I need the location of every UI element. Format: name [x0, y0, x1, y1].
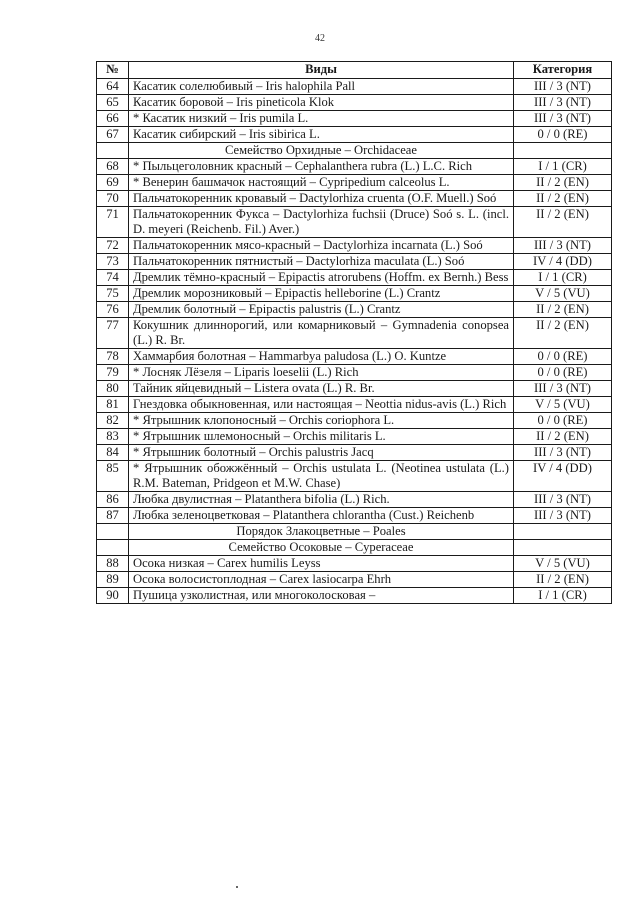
category-value: III / 3 (NT) — [514, 508, 612, 524]
category-value: II / 2 (EN) — [514, 429, 612, 445]
section-number-cell — [97, 143, 129, 159]
category-value: III / 3 (NT) — [514, 79, 612, 95]
section-row — [97, 143, 612, 159]
table-row — [97, 79, 612, 95]
category-value: 0 / 0 (RE) — [514, 413, 612, 429]
category-value: II / 2 (EN) — [514, 175, 612, 191]
category-value: II / 2 (EN) — [514, 318, 612, 349]
species-name: Пальчатокоренник Фукса – Dactylorhiza fuchsii (Druce) Soó s. L. (incl. D. meyeri (Reichenb. Fil.) Aver.) — [129, 207, 514, 238]
species-name: Осока волосистоплодная – Carex lasiocarpa Ehrh — [129, 572, 514, 588]
species-name: Касатик солелюбивый – Iris halophila Pall — [129, 79, 514, 95]
category-value: V / 5 (VU) — [514, 397, 612, 413]
table-row — [97, 349, 612, 365]
section-title: Порядок Злакоцветные – Poales — [129, 524, 514, 540]
table-row — [97, 111, 612, 127]
species-name: Любка зеленоцветковая – Platanthera chlorantha (Cust.) Reichenb — [129, 508, 514, 524]
category-value: III / 3 (NT) — [514, 445, 612, 461]
species-name: * Ятрышник болотный – Orchis palustris Jacq — [129, 445, 514, 461]
species-name: Пушица узколистная, или многоколосковая – — [129, 588, 514, 604]
table-row — [97, 572, 612, 588]
section-number-cell — [97, 540, 129, 556]
table-body — [97, 79, 612, 604]
table-row — [97, 191, 612, 207]
row-number: 80 — [97, 381, 129, 397]
category-value: V / 5 (VU) — [514, 286, 612, 302]
table-row — [97, 508, 612, 524]
species-name: Кокушник длиннорогий, или комарниковый – Gymnadenia conopsea (L.) R. Br. — [129, 318, 514, 349]
species-name: Любка двулистная – Platanthera bifolia (L.) Rich. — [129, 492, 514, 508]
species-name: Дремлик тёмно-красный – Epipactis atrorubens (Hoffm. ex Bernh.) Bess — [129, 270, 514, 286]
category-value: II / 2 (EN) — [514, 191, 612, 207]
section-category-cell — [514, 540, 612, 556]
table-row — [97, 207, 612, 238]
section-category-cell — [514, 143, 612, 159]
table-row — [97, 429, 612, 445]
category-value: III / 3 (NT) — [514, 238, 612, 254]
row-number: 65 — [97, 95, 129, 111]
category-value: I / 1 (CR) — [514, 159, 612, 175]
category-value: V / 5 (VU) — [514, 556, 612, 572]
row-number: 83 — [97, 429, 129, 445]
species-table — [96, 61, 612, 604]
section-title: Семейство Орхидные – Orchidaceae — [129, 143, 514, 159]
table-row — [97, 413, 612, 429]
species-name: * Лосняк Лёзеля – Liparis loeselii (L.) Rich — [129, 365, 514, 381]
species-name: * Ятрышник клопоносный – Orchis coriophora L. — [129, 413, 514, 429]
header-category: Категория — [514, 62, 612, 79]
row-number: 84 — [97, 445, 129, 461]
row-number: 64 — [97, 79, 129, 95]
section-row — [97, 540, 612, 556]
table-header-row — [97, 62, 612, 79]
page-number: 42 — [315, 33, 325, 44]
category-value: I / 1 (CR) — [514, 270, 612, 286]
species-name: Касатик боровой – Iris pineticola Klok — [129, 95, 514, 111]
row-number: 75 — [97, 286, 129, 302]
row-number: 71 — [97, 207, 129, 238]
table-row — [97, 492, 612, 508]
category-value: III / 3 (NT) — [514, 492, 612, 508]
category-value: III / 3 (NT) — [514, 111, 612, 127]
category-value: IV / 4 (DD) — [514, 461, 612, 492]
category-value: 0 / 0 (RE) — [514, 349, 612, 365]
species-name: * Ятрышник обожжённый – Orchis ustulata L. (Neotinea ustulata (L.) R.M. Bateman, Pridgeon et M.W. Chase) — [129, 461, 514, 492]
table-row — [97, 238, 612, 254]
table-row — [97, 445, 612, 461]
row-number: 76 — [97, 302, 129, 318]
category-value: II / 2 (EN) — [514, 207, 612, 238]
table-row — [97, 254, 612, 270]
table-row — [97, 556, 612, 572]
row-number: 68 — [97, 159, 129, 175]
table-row — [97, 175, 612, 191]
row-number: 73 — [97, 254, 129, 270]
scan-speck — [236, 886, 238, 888]
category-value: II / 2 (EN) — [514, 302, 612, 318]
table-row — [97, 588, 612, 604]
section-number-cell — [97, 524, 129, 540]
species-name: Пальчатокоренник пятнистый – Dactylorhiza maculata (L.) Soó — [129, 254, 514, 270]
species-name: * Ятрышник шлемоносный – Orchis militaris L. — [129, 429, 514, 445]
row-number: 78 — [97, 349, 129, 365]
row-number: 81 — [97, 397, 129, 413]
row-number: 70 — [97, 191, 129, 207]
species-name: * Пыльцеголовник красный – Cephalanthera rubra (L.) L.C. Rich — [129, 159, 514, 175]
row-number: 82 — [97, 413, 129, 429]
row-number: 79 — [97, 365, 129, 381]
row-number: 77 — [97, 318, 129, 349]
category-value: 0 / 0 (RE) — [514, 365, 612, 381]
section-row — [97, 524, 612, 540]
row-number: 86 — [97, 492, 129, 508]
row-number: 89 — [97, 572, 129, 588]
row-number: 90 — [97, 588, 129, 604]
species-name: Дремлик морозниковый – Epipactis helleborine (L.) Crantz — [129, 286, 514, 302]
category-value: I / 1 (CR) — [514, 588, 612, 604]
species-name: * Венерин башмачок настоящий – Cypripedium calceolus L. — [129, 175, 514, 191]
category-value: III / 3 (NT) — [514, 95, 612, 111]
section-category-cell — [514, 524, 612, 540]
species-name: Осока низкая – Carex humilis Leyss — [129, 556, 514, 572]
table-row — [97, 270, 612, 286]
section-title: Семейство Осоковые – Cyperaceae — [129, 540, 514, 556]
table-row — [97, 461, 612, 492]
table-row — [97, 318, 612, 349]
species-name: Хаммарбия болотная – Hammarbya paludosa (L.) O. Kuntze — [129, 349, 514, 365]
row-number: 69 — [97, 175, 129, 191]
table-row — [97, 127, 612, 143]
header-species: Виды — [129, 62, 514, 79]
species-name: Тайник яйцевидный – Listera ovata (L.) R. Br. — [129, 381, 514, 397]
species-name: Гнездовка обыкновенная, или настоящая – Neottia nidus-avis (L.) Rich — [129, 397, 514, 413]
species-name: Пальчатокоренник кровавый – Dactylorhiza cruenta (O.F. Muell.) Soó — [129, 191, 514, 207]
table-row — [97, 365, 612, 381]
row-number: 88 — [97, 556, 129, 572]
table-row — [97, 302, 612, 318]
table-row — [97, 95, 612, 111]
row-number: 66 — [97, 111, 129, 127]
species-name: Касатик сибирский – Iris sibirica L. — [129, 127, 514, 143]
table-row — [97, 397, 612, 413]
table-row — [97, 286, 612, 302]
category-value: II / 2 (EN) — [514, 572, 612, 588]
row-number: 87 — [97, 508, 129, 524]
row-number: 74 — [97, 270, 129, 286]
row-number: 85 — [97, 461, 129, 492]
row-number: 72 — [97, 238, 129, 254]
row-number: 67 — [97, 127, 129, 143]
header-number: № — [97, 62, 129, 79]
species-name: Дремлик болотный – Epipactis palustris (L.) Crantz — [129, 302, 514, 318]
category-value: III / 3 (NT) — [514, 381, 612, 397]
species-name: Пальчатокоренник мясо-красный – Dactylorhiza incarnata (L.) Soó — [129, 238, 514, 254]
category-value: 0 / 0 (RE) — [514, 127, 612, 143]
table-row — [97, 381, 612, 397]
category-value: IV / 4 (DD) — [514, 254, 612, 270]
species-name: * Касатик низкий – Iris pumila L. — [129, 111, 514, 127]
table-row — [97, 159, 612, 175]
